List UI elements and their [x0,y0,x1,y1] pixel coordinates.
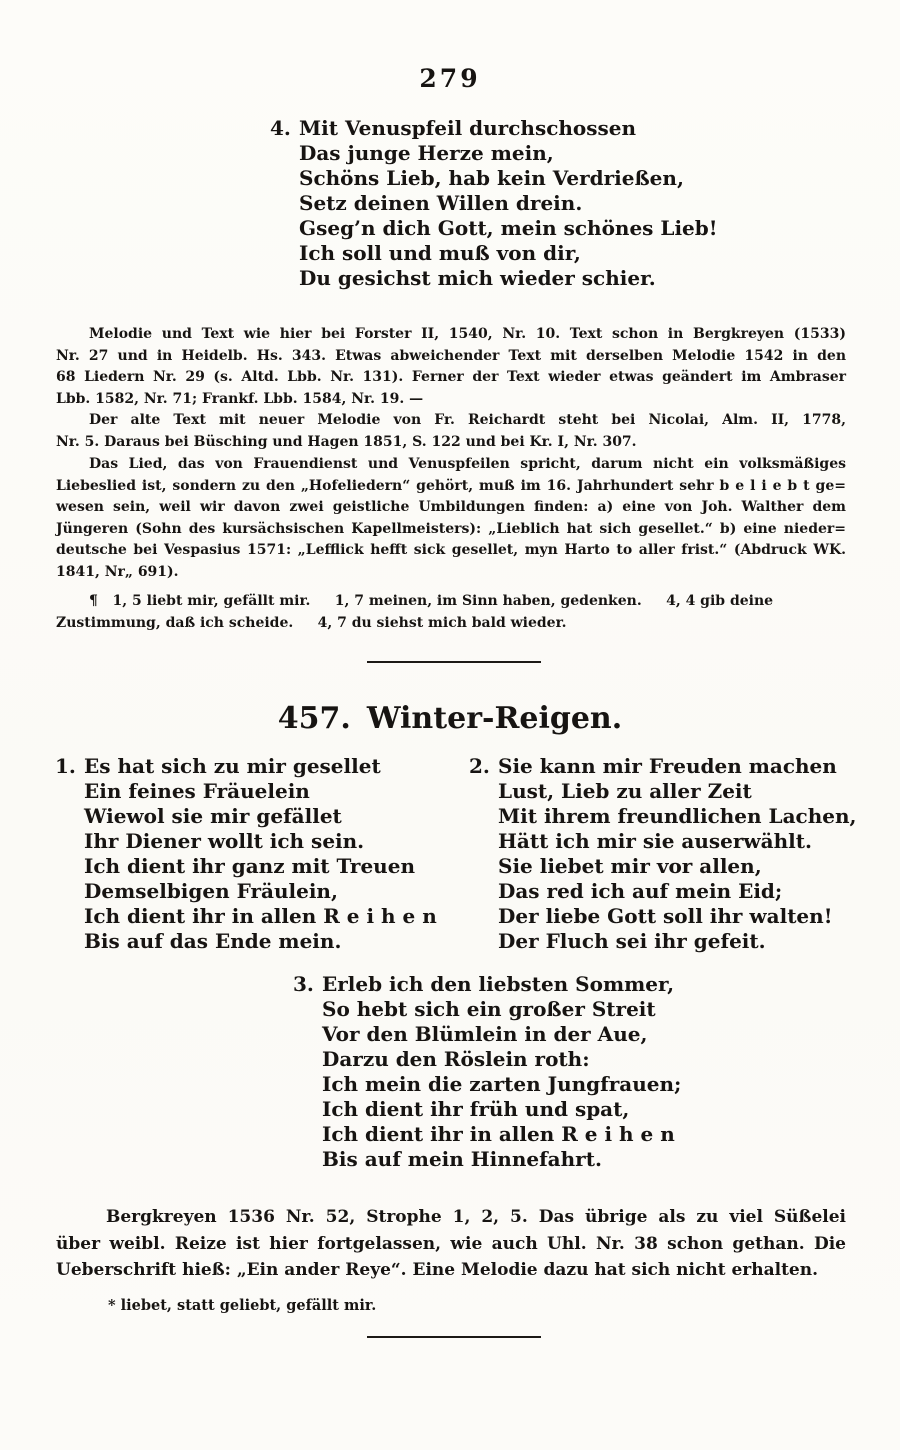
page-number: 279 [419,64,481,93]
glossary-paragraph [56,590,846,634]
note-line: Nr. 27 und in Heidelb. Hs. 343. Etwas abweichender Text mit derselben Melodie 1542 in den [56,347,846,364]
note-line: Ueberschrift hieß: „Ein ander Reye“. Eine Melodie dazu hat sich nicht erhalten. [56,1260,819,1280]
note-line: Jüngeren (Sohn des kursächsischen Kapellmeisters): „Lieblich hat sich gesellet.“ b) eine nieder= [56,520,846,537]
glossary-line: ¶ 1, 5 liebt mir, gefällt mir. 1, 7 meinen, im Sinn haben, gedenken. 4, 4 gib deine [89,593,774,609]
note-paragraph-3 [56,454,846,583]
verse-line: Ich dient ihr in allen R e i h e n [84,904,437,928]
stanza-lines [299,116,718,291]
verse-line: Ich mein die zarten Jungfrauen; [322,1072,682,1096]
song-number: 457. [277,701,351,736]
verse-line: Das red ich auf mein Eid; [498,879,783,903]
verse-line: Ich dient ihr in allen R e i h e n [322,1122,675,1146]
verse-line: Der liebe Gott soll ihr walten! [498,904,833,928]
verse-line: Das junge Herze mein, [299,141,554,165]
verse-number: 3. [293,972,314,996]
verse-line: Lust, Lieb zu aller Zeit [498,779,752,803]
verse-line: Ich dient ihr früh und spat, [322,1097,630,1121]
note-line: über weibl. Reize ist hier fortgelassen, wie auch Uhl. Nr. 38 schon gethan. Die [56,1233,846,1254]
note-line: Liebeslied ist, sondern zu den „Hofeliedern“ gehört, muß im 16. Jahrhundert sehr b e l i e b t ge= [56,477,846,494]
verse-line: Ich soll und muß von dir, [299,241,581,265]
verse-lines [498,754,857,954]
note-line: 1841, Nr„ 691). [56,563,179,580]
verse-line: Ein feines Fräuelein [84,779,310,803]
verse-lines [322,972,681,1172]
note-line: Der alte Text mit neuer Melodie von Fr. Reichardt steht bei Nicolai, Alm. II, 1778, [89,412,846,428]
section-divider-top [367,661,541,663]
verse-line: Setz deinen Willen drein. [299,191,583,215]
verse-line: Demselbigen Fräulein, [84,879,338,903]
note-paragraph-2 [56,410,846,453]
verse-line: Vor den Blümlein in der Aue, [322,1022,648,1046]
glossary-line: Zustimmung, daß ich scheide. 4, 7 du siehst mich bald wieder. [56,615,567,631]
verse-number: 2. [469,754,490,778]
song-heading [0,701,900,737]
verse-3 [293,972,681,1172]
verse-1 [55,754,437,954]
note-line: wesen sein, weil wir davon zwei geistliche Umbildungen finden: a) eine von Joh. Walther dem [56,499,846,515]
verse-line: Mit Venuspfeil durchschossen [299,116,637,140]
footnote [56,1297,376,1314]
verse-line: Es hat sich zu mir gesellet [84,754,381,778]
stanza-4 [270,116,718,291]
section-divider-bottom [367,1336,541,1338]
verse-line: So hebt sich ein großer Streit [322,997,656,1021]
verse-line: Wiewol sie mir gefället [84,804,342,828]
verse-line: Darzu den Röslein roth: [322,1047,590,1071]
closing-note [56,1204,846,1284]
note-line: deutsche bei Vespasius 1571: „Lefflick hefft sick gesellet, myn Harto to aller frist.“ (Abdruck WK. [56,542,846,558]
verse-line: Gseg’n dich Gott, mein schönes Lieb! [299,216,718,240]
verse-line: Du gesichst mich wieder schier. [299,266,656,290]
note-line: Melodie und Text wie hier bei Forster II, 1540, Nr. 10. Text schon in Bergkreyen (1533) [89,326,846,342]
verse-lines [84,754,437,954]
verse-2 [469,754,857,954]
verse-line: Bis auf mein Hinnefahrt. [322,1147,602,1171]
note-line: Das Lied, das von Frauendienst und Venuspfeilen spricht, darum nicht ein volksmäßiges [89,456,846,472]
note-line: Nr. 5. Daraus bei Büsching und Hagen 1851, S. 122 und bei Kr. I, Nr. 307. [56,433,637,450]
song-title: Winter-Reigen. [366,701,623,736]
verse-line: Sie kann mir Freuden machen [498,754,837,778]
verse-line: Ich dient ihr ganz mit Treuen [84,854,415,878]
verse-line: Der Fluch sei ihr gefeit. [498,929,766,953]
verse-line: Erleb ich den liebsten Sommer, [322,972,675,996]
note-line: 68 Liedern Nr. 29 (s. Altd. Lbb. Nr. 131). Ferner der Text wieder etwas geändert im Ambraser [56,369,846,385]
verse-line: Sie liebet mir vor allen, [498,854,762,878]
verse-line: Schöns Lieb, hab kein Verdrießen, [299,166,684,190]
note-line: Lbb. 1582, Nr. 71; Frankf. Lbb. 1584, Nr. 19. — [56,390,424,407]
verse-line: Mit ihrem freundlichen Lachen, [498,804,857,828]
verse-line: Hätt ich mir sie auserwählt. [498,829,812,853]
verse-line: Ihr Diener wollt ich sein. [84,829,365,853]
verse-number: 1. [55,754,76,778]
note-line: Bergkreyen 1536 Nr. 52, Strophe 1, 2, 5. Das übrige als zu viel Süßelei [106,1207,846,1227]
note-paragraph-1 [56,324,846,410]
verse-line: Bis auf das Ende mein. [84,929,342,953]
stanza-number: 4. [270,116,291,140]
footnote-text: * liebet, statt geliebt, gefällt mir. [108,1297,377,1314]
